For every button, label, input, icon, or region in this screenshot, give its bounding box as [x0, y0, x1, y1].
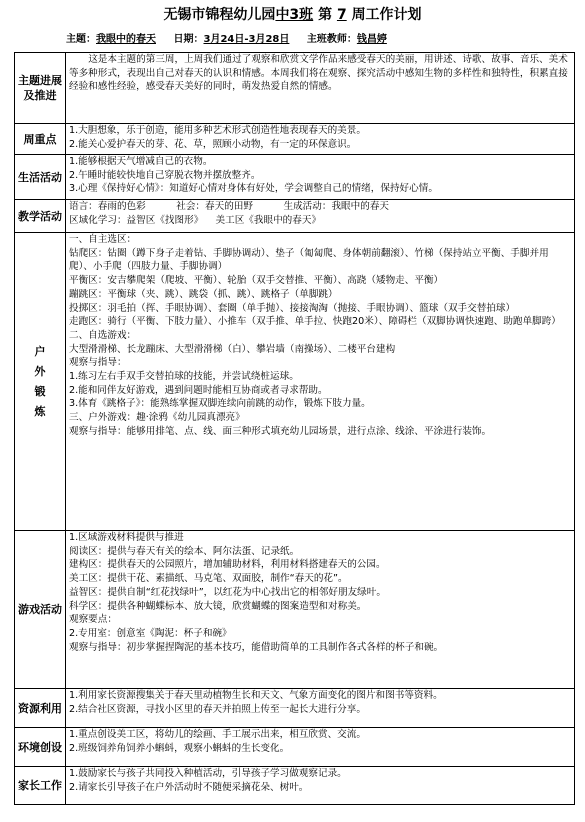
table-row	[15, 767, 575, 805]
title-week: 7	[336, 7, 347, 23]
table-row	[15, 689, 575, 728]
content-line: 1.练习左右手双手交替拍球的技能，并尝试绕桩运球。	[69, 371, 299, 383]
row-content	[66, 233, 575, 531]
title-prefix: 无锡市锦程幼儿园	[163, 7, 276, 23]
table-row	[15, 53, 575, 124]
content-line: 建构区：提供春天的公园照片，增加辅助材料，利用材料搭建春天的公园。	[69, 559, 386, 571]
theme-value: 我眼中的春天	[96, 34, 156, 45]
content-line: 1.大胆想象，乐于创造，能用多种艺术形式创造性地表现春天的美景。	[69, 125, 366, 136]
content-line: 2.请家长引导孩子在户外活动时不随便采摘花朵、树叶。	[69, 781, 309, 793]
row-content	[66, 155, 575, 200]
row-header: 环境创设	[15, 728, 66, 767]
content-line: 观察与指导：能够用排笔、点、线、面三种形式填充幼儿园场景，进行点涂、线涂、平涂进行装饰。	[69, 425, 492, 437]
table-row	[15, 233, 575, 531]
content-line: 1.重点创设美工区，将幼儿的绘画、手工展示出来，相互欣赏、交流。	[69, 729, 366, 740]
teacher-label: 主班教师：	[306, 34, 357, 45]
content-line: 3.心理《保持好心情》：知道好心情对身体有好处，学会调整自己的情绪，保持好心情。	[69, 183, 438, 195]
table-row	[15, 531, 575, 689]
content-line: 1.能够根据天气增减自己的衣物。	[69, 156, 213, 167]
row-header: 生活活动	[15, 155, 66, 200]
content-line: 投掷区：羽毛拍（挥、手眼协调）、套圈（单手抛）、接接淘淘（抛接、手眼协调）、篮球（双手交替拍球）	[69, 302, 516, 314]
content-line: 三、户外游戏：趣·涂鸦《幼儿园真漂亮》	[69, 412, 245, 424]
teacher-value: 钱昌婷	[356, 34, 387, 45]
content-line: 观察与指导：	[69, 357, 127, 369]
content-line: 二、自选游戏：	[69, 329, 137, 341]
theme-label: 主题：	[66, 34, 96, 45]
row-content	[66, 689, 575, 728]
content-line: 2.专用室：创意室《陶泥：杯子和碗》	[69, 627, 232, 639]
date-label: 日期：	[173, 34, 204, 45]
content-line: 2.能和同伴友好游戏，遇到问题时能相互协商或者寻求帮助。	[69, 384, 328, 396]
title-suffix: 周工作计划	[351, 7, 422, 23]
weekly-plan-table	[14, 52, 575, 805]
content-line: 美工区：提供干花、素描纸、马克笔、双面胶，制作“春天的花”。	[69, 573, 348, 585]
content-line: 一、自主选区：	[69, 234, 137, 245]
row-header: 家长工作	[15, 767, 66, 805]
content-line: 2.结合社区资源，寻找小区里的春天并拍照上传至一起长大进行分享。	[69, 703, 366, 715]
row-header: 资源利用	[15, 689, 66, 728]
row-content	[66, 767, 575, 805]
page-title	[0, 6, 585, 24]
row-content	[66, 53, 575, 124]
title-class: 中3班	[275, 7, 314, 23]
content-line: 这是本主题的第三周，上周我们通过了观察和欣赏文学作品来感受春天的美丽，用讲述、诗歌、故事、音乐、美术等多种形式，表现出自己对春天的认识和情感。本周我们将在观察、探究活动中感知生物的多样性和独特性，积累直接经验和感性经验，感受春天美好的同时，萌发热爱自然的情感。	[69, 54, 568, 93]
title-mid: 第	[318, 7, 333, 23]
content-line: 观察要点：	[69, 614, 117, 626]
content-line: 3.体育《跳格子》：能熟练掌握双脚连续向前跳的动作，锻炼下肢力量。	[69, 398, 371, 410]
content-line: 平衡区：安吉攀爬架（爬坡、平衡）、轮胎（双手交替推、平衡）、高跷（矮物走、平衡）	[69, 275, 444, 287]
row-header: 游戏活动	[15, 531, 66, 689]
row-content	[66, 124, 575, 155]
content-line: 语言：春雨的色彩 社会：春天的田野 生成活动：我眼中的春天	[69, 201, 390, 212]
content-line: 钻爬区：钻圈（蹲下身子走着钻、手脚协调动）、垫子（匍匐爬、身体朝前翻滚）、竹梯（保持站立平衡、手脚并用爬）、小手爬（四肢力量、手脚协调）	[69, 247, 549, 273]
content-line: 1.鼓励家长与孩子共同投入种植活动，引导孩子学习做观察记录。	[69, 768, 347, 779]
row-header: 周重点	[15, 124, 66, 155]
table-row	[15, 200, 575, 233]
content-line: 科学区：提供各种蝴蝶标本、放大镜，欣赏蝴蝶的图案造型和对称美。	[69, 600, 367, 612]
content-line: 1.区域游戏材料提供与推进	[69, 532, 184, 543]
row-content	[66, 200, 575, 233]
row-header-text: 户外锻炼	[34, 344, 46, 418]
content-line: 蹦跳区：平衡球（夹、跳）、跳袋（抓、跳）、跳格子（单脚跳）	[69, 288, 338, 300]
content-line: 阅读区：提供与春天有关的绘本、阿尔法蛋、记录纸。	[69, 545, 300, 557]
table-row	[15, 728, 575, 767]
content-line: 走跑区：骑行（平衡、下肢力量）、小推车（双手推、单手拉、快跑20米）、障碍栏（双脚协调快速跑、助跑单脚跨）	[69, 316, 561, 328]
row-content	[66, 531, 575, 689]
date-value: 3月24日-3月28日	[203, 34, 290, 45]
content-line: 2.能关心爱护春天的芽、花、草，照顾小动物，有一定的环保意识。	[69, 138, 357, 150]
content-line: 观察与指导：初步掌握捏陶泥的基本技巧，能借助简单的工具制作各式各样的杯子和碗。	[69, 641, 444, 653]
content-line: 1.利用家长资源搜集关于春天里动植物生长和天文、气象方面变化的图片和图书等资料。	[69, 690, 443, 701]
content-line: 益智区：提供自制“红花找绿叶”，以红花为中心找出它的相邻好朋友绿叶。	[69, 586, 386, 598]
row-content	[66, 728, 575, 767]
content-line: 区域化学习：益智区《找图形》 美工区《我眼中的春天》	[69, 214, 322, 226]
row-header: 教学活动	[15, 200, 66, 233]
table-row	[15, 124, 575, 155]
table-row	[15, 155, 575, 200]
row-header	[15, 233, 66, 531]
content-line: 2.班级饲养角饲养小蝌蚪，观察小蝌蚪的生长变化。	[69, 742, 290, 754]
content-line: 大型滑滑梯、长龙蹦床、大型滑滑梯（白）、攀岩墙（南操场）、二楼平台建构	[69, 343, 396, 355]
row-header: 主题进展及推进	[15, 53, 66, 124]
content-line: 2.午睡时能较快地自己穿脱衣物并摆放整齐。	[69, 169, 261, 181]
plan-meta	[66, 33, 401, 46]
